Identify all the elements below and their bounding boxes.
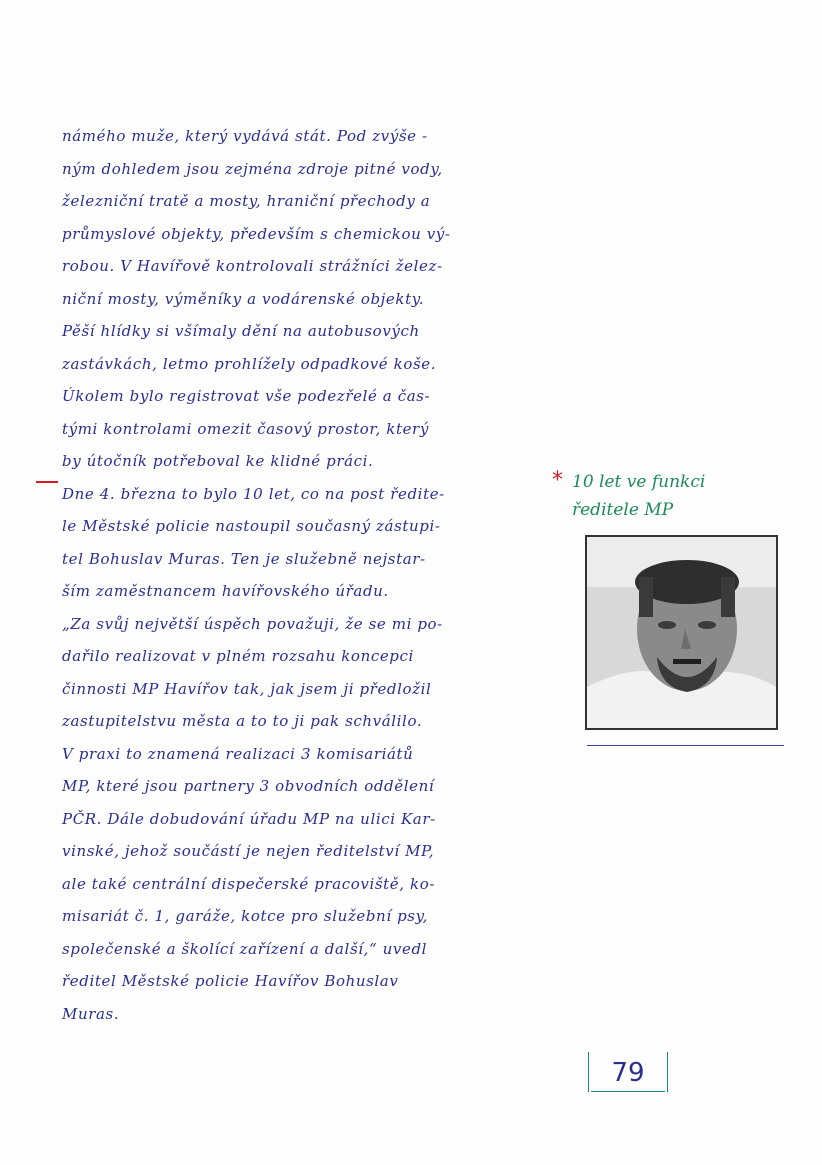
text-line: le Městské policie nastoupil současný zástupi- (62, 517, 441, 535)
text-line: ším zaměstnancem havířovského úřadu. (62, 582, 389, 600)
text-line: „Za svůj největší úspěch považuji, že se mi po- (62, 614, 443, 633)
text-line: V praxi to znamená realizaci 3 komisariátů (62, 744, 414, 763)
red-margin-dash (36, 481, 58, 483)
text-line: PČR. Dále dobudování úřadu MP na ulici Kar- (62, 809, 436, 828)
text-line: ale také centrální dispečerské pracoviště, ko- (62, 874, 435, 893)
text-line: tými kontrolami omezit časový prostor, který (62, 419, 429, 438)
text-line: dařilo realizovat v plném rozsahu koncepci (62, 647, 414, 665)
red-asterisk: * (552, 468, 563, 493)
text-line: ředitel Městské policie Havířov Bohuslav (62, 972, 399, 990)
text-line: tel Bohuslav Muras. Ten je služebně nejstar- (62, 549, 426, 568)
portrait-image (587, 537, 776, 728)
text-line: zastupitelstvu města a to to ji pak schválilo. (62, 712, 423, 730)
text-line: MP, které jsou partnery 3 obvodních oddělení (62, 777, 435, 795)
page-number-underline (591, 1091, 665, 1092)
text-line: společenské a školící zařízení a další,“ uvedl (62, 939, 428, 958)
text-line: zastávkách, letmo prohlížely odpadkové koše. (62, 354, 437, 373)
text-line: robou. V Havířově kontrolovali strážníci želez- (62, 257, 443, 275)
text-line: vinské, jehož součástí je nejen ředitelství MP, (62, 842, 435, 860)
text-line: Dne 4. března to bylo 10 let, co na post ředite- (62, 484, 445, 503)
text-line: námého muže, který vydává stát. Pod zvýše - (62, 127, 428, 145)
portrait-photo (585, 535, 778, 730)
text-line: by útočník potřeboval ke klidné práci. (62, 452, 374, 470)
text-line: průmyslové objekty, především s chemickou vý- (62, 224, 451, 243)
margin-rule (587, 745, 784, 746)
text-line: ným dohledem jsou zejména zdroje pitné vody, (62, 159, 443, 178)
text-line: misariát č. 1, garáže, kotce pro služební psy, (62, 907, 429, 925)
text-line: Pěší hlídky si všímaly dění na autobusových (62, 322, 420, 340)
text-line: Muras. (62, 1004, 120, 1023)
margin-note (572, 468, 812, 524)
text-line: železniční tratě a mosty, hraniční přechody a (62, 192, 431, 210)
page-number: 79 (611, 1058, 645, 1088)
text-line: činnosti MP Havířov tak, jak jsem ji předložil (62, 679, 432, 698)
handwritten-body-text (62, 120, 562, 1030)
text-line: niční mosty, výměníky a vodárenské objekty. (62, 289, 425, 308)
text-line: Úkolem bylo registrovat vše podezřelé a čas- (62, 387, 431, 405)
margin-note-line-2: ředitele MP (572, 500, 674, 520)
page-number-box (588, 1052, 668, 1092)
margin-note-line-1: 10 let ve funkci (572, 472, 706, 492)
